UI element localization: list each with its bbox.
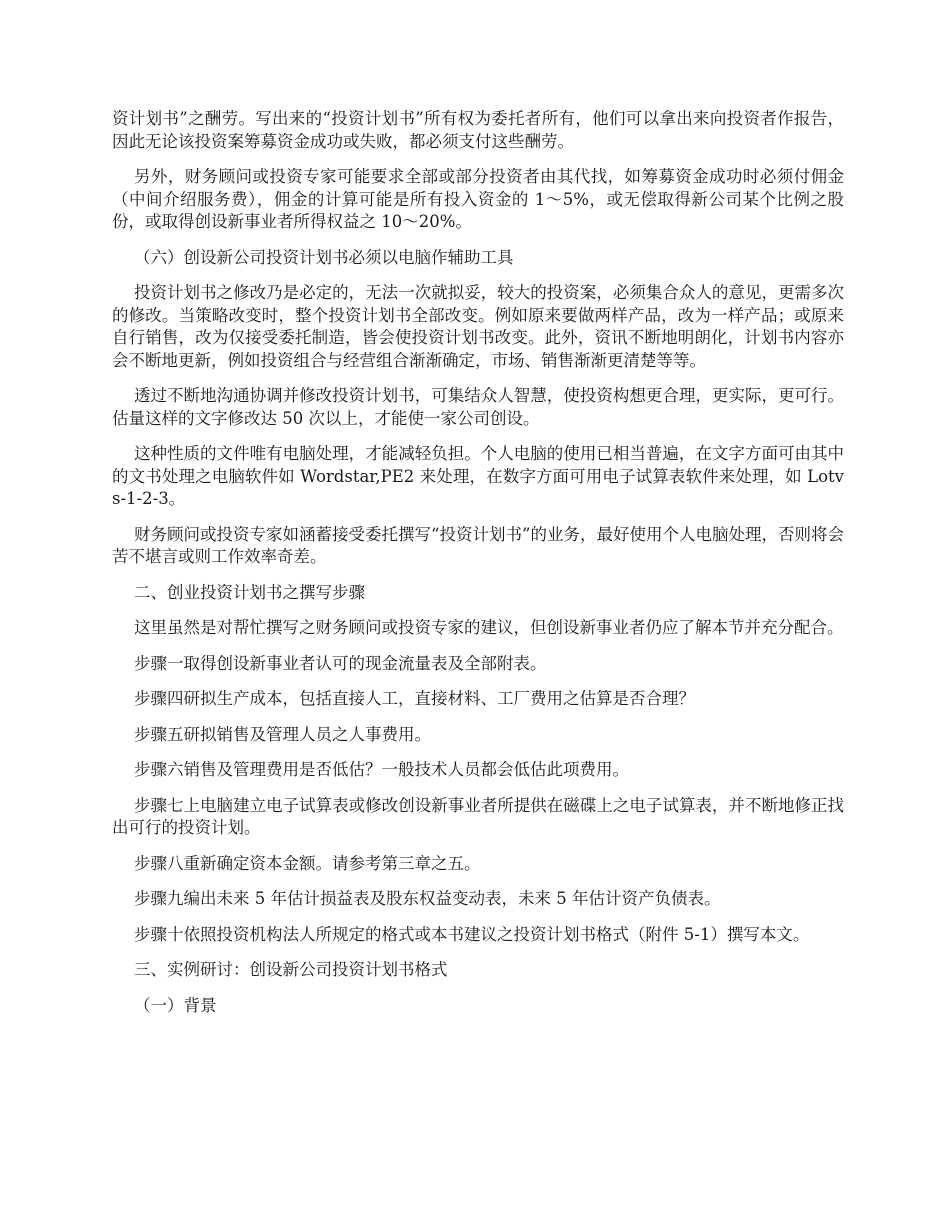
heading-background: （一）背景 [134,995,217,1015]
heading-case-study: 三、实例研讨：创设新公司投资计划书格式 [134,960,448,979]
step-8: 步骤八重新确定资本金额。请参考第三章之五。 [134,853,481,873]
step-9: 步骤九编出未来 5 年估计损益表及股东权益变动表，未来 5 年估计资产负债表。 [134,889,721,908]
heading-writing-steps: 二、创业投资计划书之撰写步骤 [134,582,365,602]
paragraph-commission: 另外，财务顾问或投资专家可能要求全部或部分投资者由其代找，如筹募资金成功时必须付佣金（中间介绍服务费），佣金的计算可能是所有投入资金的 1～5%，或无偿取得新公司某个比例之股份，或取得创设新事业者所得权益之 10～20%。 [112,167,844,231]
paragraph-communication: 透过不断地沟通协调并修改投资计划书，可集结众人智慧，使投资构想更合理，更实际，更可行。估量这样的文字修改达 50 次以上，才能使一家公司创设。 [112,386,844,428]
heading-computer-tool: （六）创设新公司投资计划书必须以电脑作辅助工具 [134,247,514,267]
step-4: 步骤四研拟生产成本，包括直接人工，直接材料、工厂费用之估算是否合理？ [134,689,695,708]
paragraph-pc-recommendation: 财务顾问或投资专家如涵蓄接受委托撰写“投资计划书”的业务，最好使用个人电脑处理，否则将会苦不堪言或则工作效率奇差。 [112,524,844,566]
paragraph-fee-ownership: 资计划书”之酬劳。写出来的“投资计划书”所有权为委托者所有，他们可以拿出来向投资者作报告，因此无论该投资案筹募资金成功或失败，都必须支付这些酬劳。 [112,109,844,151]
step-10: 步骤十依照投资机构法人所规定的格式或本书建议之投资计划书格式（附件 5-1）撰写本文。 [134,924,810,944]
paragraph-steps-intro: 这里虽然是对帮忙撰写之财务顾问或投资专家的建议，但创设新事业者仍应了解本节并充分配合。 [134,618,844,637]
document-page [112,108,844,1030]
step-7: 步骤七上电脑建立电子试算表或修改创设新事业者所提供在磁碟上之电子试算表，并不断地修正找出可行的投资计划。 [112,795,844,837]
paragraph-revisions: 投资计划书之修改乃是必定的，无法一次就拟妥，较大的投资案，必须集合众人的意见，更需多次的修改。当策略改变时，整个投资计划书全部改变。例如原来要做两样产品，改为一样产品；或原来自行销售，改为仅接受委托制造，皆会使投资计划书改变。此外，资讯不断地明朗化，计划书内容亦会不断地更新，例如投资组合与经营组合渐渐确定，市场、销售渐渐更清楚等等。 [112,283,844,370]
step-1: 步骤一取得创设新事业者认可的现金流量表及全部附表。 [134,653,547,673]
paragraph-computer-software: 这种性质的文件唯有电脑处理，才能减轻负担。个人电脑的使用已相当普遍，在文字方面可由其中的文书处理之电脑软件如 Wordstar,PE2 来处理，在数字方面可用电子试算表软件来处理，如 Lotvs-1-2-3。 [112,444,844,508]
step-5: 步骤五研拟销售及管理人员之人事费用。 [134,724,431,744]
step-6: 步骤六销售及管理费用是否低估？一般技术人员都会低估此项费用。 [134,760,629,779]
